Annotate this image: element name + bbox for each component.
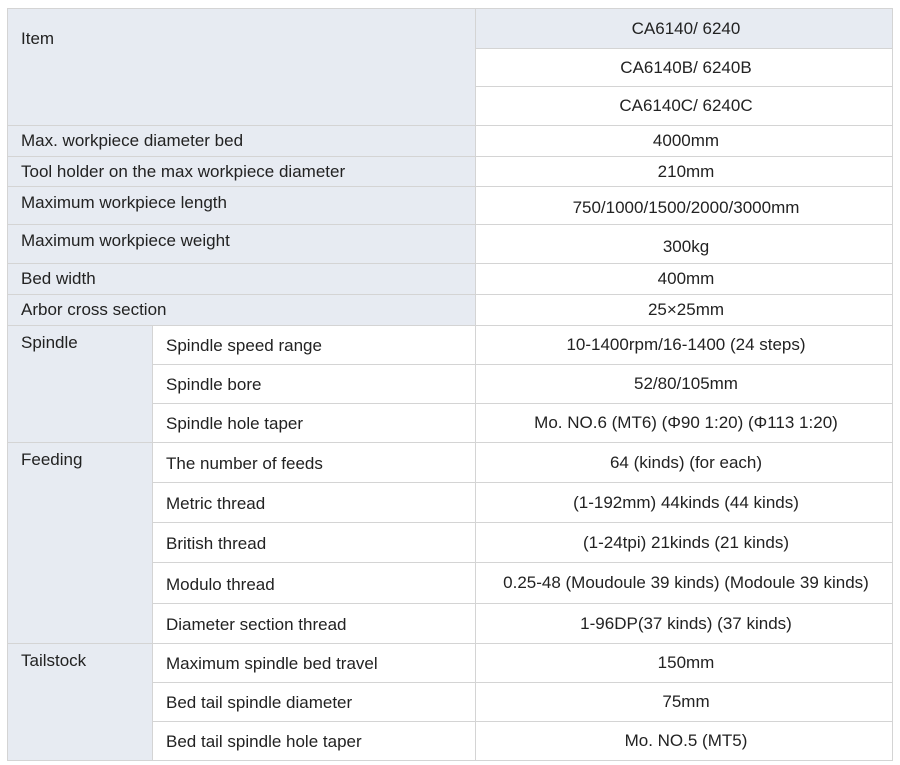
row-label: Maximum workpiece length <box>8 187 476 225</box>
row-value: 75mm <box>476 683 893 722</box>
row-value: 210mm <box>476 157 893 187</box>
row-value: 52/80/105mm <box>476 365 893 404</box>
model-cell: CA6140B/ 6240B <box>476 49 893 87</box>
item-header: Item <box>8 9 476 126</box>
row-value: (1-192mm) 44kinds (44 kinds) <box>476 483 893 523</box>
row-label: Modulo thread <box>153 563 476 604</box>
row-label: Metric thread <box>153 483 476 523</box>
table-row <box>8 443 893 483</box>
row-value: 64 (kinds) (for each) <box>476 443 893 483</box>
row-label: The number of feeds <box>153 443 476 483</box>
table-row <box>8 126 893 157</box>
row-label: Bed width <box>8 264 476 295</box>
row-label: Maximum spindle bed travel <box>153 644 476 683</box>
row-value: Mo. NO.5 (MT5) <box>476 722 893 761</box>
group-label-feeding: Feeding <box>8 443 153 644</box>
table-row <box>8 295 893 326</box>
row-value: 10-1400rpm/16-1400 (24 steps) <box>476 326 893 365</box>
spec-table <box>7 8 893 761</box>
table-row <box>8 264 893 295</box>
row-label: Bed tail spindle hole taper <box>153 722 476 761</box>
table-header-row <box>8 9 893 49</box>
row-value: Mo. NO.6 (MT6) (Φ90 1:20) (Φ113 1:20) <box>476 404 893 443</box>
row-label: Diameter section thread <box>153 604 476 644</box>
row-label: Spindle speed range <box>153 326 476 365</box>
row-label: Max. workpiece diameter bed <box>8 126 476 157</box>
row-label: Tool holder on the max workpiece diameter <box>8 157 476 187</box>
group-label-spindle: Spindle <box>8 326 153 443</box>
model-cell: CA6140C/ 6240C <box>476 87 893 126</box>
table-row <box>8 644 893 683</box>
row-value: 0.25-48 (Moudoule 39 kinds) (Modoule 39 kinds) <box>476 563 893 604</box>
row-value: 150mm <box>476 644 893 683</box>
row-value: 400mm <box>476 264 893 295</box>
row-label: British thread <box>153 523 476 563</box>
model-cell: CA6140/ 6240 <box>476 9 893 49</box>
table-row <box>8 187 893 225</box>
row-value: 4000mm <box>476 126 893 157</box>
row-label: Spindle bore <box>153 365 476 404</box>
row-label: Maximum workpiece weight <box>8 225 476 264</box>
row-value: 1-96DP(37 kinds) (37 kinds) <box>476 604 893 644</box>
row-value: (1-24tpi) 21kinds (21 kinds) <box>476 523 893 563</box>
table-row <box>8 225 893 264</box>
row-value: 25×25mm <box>476 295 893 326</box>
row-value: 300kg <box>476 225 893 264</box>
row-label: Arbor cross section <box>8 295 476 326</box>
table-row <box>8 326 893 365</box>
row-value: 750/1000/1500/2000/3000mm <box>476 187 893 225</box>
row-label: Spindle hole taper <box>153 404 476 443</box>
group-label-tailstock: Tailstock <box>8 644 153 761</box>
table-row <box>8 157 893 187</box>
row-label: Bed tail spindle diameter <box>153 683 476 722</box>
